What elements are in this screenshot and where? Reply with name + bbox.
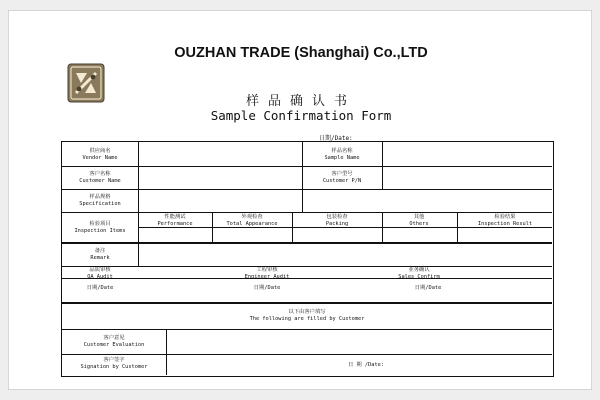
sample-name-field[interactable] [383, 142, 552, 166]
form-title-english: Sample Confirmation Form [210, 108, 392, 123]
customer-date-label: 日 期 /Date: [347, 362, 385, 368]
sales-date-label: 日期/Date [414, 285, 442, 291]
qa-date-label: 日期/Date [86, 285, 114, 291]
remark-field[interactable] [139, 244, 552, 266]
document-page [8, 10, 592, 390]
specification-label: 样品规格 Specification [79, 194, 121, 207]
date-label-top: 日期/Date: [319, 135, 353, 142]
customer-section-heading: 以下由客户填写 The following are filled by Customer [249, 309, 365, 322]
customer-signature-field[interactable] [167, 355, 367, 375]
confirmation-form-table [61, 141, 554, 377]
engineer-audit-label: 工程审核 Engineer Audit [244, 267, 290, 280]
customer-pn-field[interactable] [383, 167, 552, 189]
total-appearance-label: 外观检查 Total Appearance [226, 214, 278, 227]
vendor-name-label: 供应商名 Vendor Name [82, 148, 118, 161]
engineer-date-label: 日期/Date [253, 285, 281, 291]
customer-name-field[interactable] [139, 167, 302, 189]
customer-name-label: 客户名称 Customer Name [79, 171, 121, 184]
customer-signature-label: 客户签字 Signation by Customer [80, 357, 148, 370]
sales-confirm-label: 业务确认 Sales Confirm [398, 267, 440, 280]
specification-field[interactable] [139, 190, 552, 212]
customer-evaluation-label: 客户意见 Customer Evaluation [83, 335, 145, 348]
form-title-chinese: 样品确认书 [245, 94, 356, 109]
packing-label: 包装检查 Packing [325, 214, 349, 227]
customer-date-field[interactable] [397, 355, 552, 375]
sample-name-label: 样品名称 Sample Name [324, 148, 360, 161]
others-label: 其他 Others [409, 214, 429, 227]
remark-label: 备注 Remark [90, 248, 110, 261]
inspection-result-label: 检验结果 Inspection Result [477, 214, 533, 227]
inspection-results-field[interactable] [139, 228, 552, 242]
performance-label: 性能测试 Performance [157, 214, 193, 227]
qa-audit-label: 品质审核 QA Audit [87, 267, 113, 280]
customer-pn-label: 客户型号 Customer P/N [322, 171, 362, 184]
inspection-items-label: 检验项目 Inspection Items [74, 221, 126, 234]
vendor-name-field[interactable] [139, 142, 302, 166]
company-name: OUZHAN TRADE (Shanghai) Co.,LTD [174, 45, 428, 61]
customer-evaluation-field[interactable] [167, 330, 552, 354]
